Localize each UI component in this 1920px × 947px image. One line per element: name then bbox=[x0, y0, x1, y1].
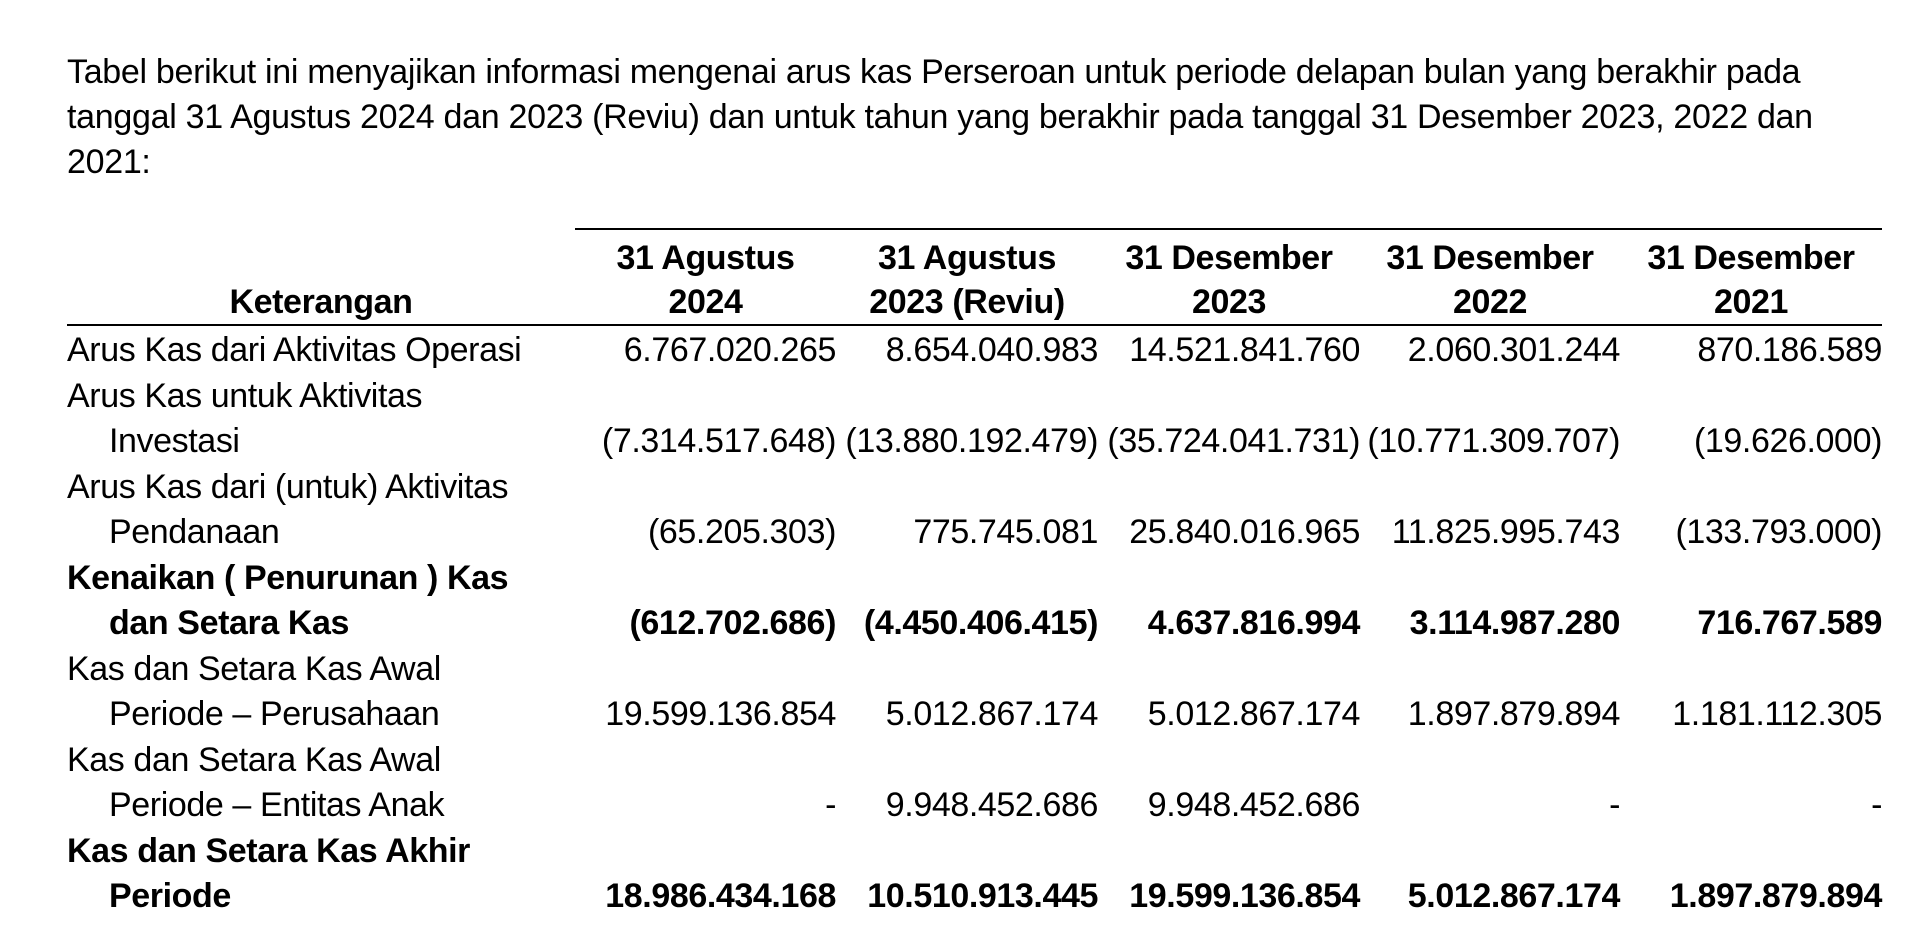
cell-value: (19.626.000) bbox=[1693, 422, 1882, 460]
cell-value: 11.825.995.743 bbox=[1391, 513, 1620, 551]
cell-value: (13.880.192.479) bbox=[845, 422, 1098, 460]
table-row-operating bbox=[67, 325, 1882, 374]
cell-value: 5.012.867.174 bbox=[1147, 695, 1360, 733]
cell-value: 4.637.816.994 bbox=[1147, 604, 1360, 642]
cell-value: (10.771.309.707) bbox=[1367, 422, 1620, 460]
header-col-2-line2: 2023 (Reviu) bbox=[869, 283, 1065, 321]
header-col-1-line2: 2024 bbox=[668, 283, 743, 321]
row-label-line1: Kas dan Setara Kas Awal bbox=[67, 740, 441, 779]
cell-value: 2.060.301.244 bbox=[1407, 331, 1620, 369]
header-col-4 bbox=[1360, 229, 1620, 325]
row-label bbox=[67, 647, 575, 738]
row-label-line2: Investasi bbox=[109, 422, 240, 460]
row-label-line1: Arus Kas dari Aktivitas Operasi bbox=[67, 331, 522, 369]
table-row-net-change bbox=[67, 556, 1882, 647]
cell-value: 19.599.136.854 bbox=[605, 695, 836, 733]
row-label bbox=[67, 325, 575, 374]
row-label bbox=[67, 465, 575, 556]
header-keterangan: Keterangan bbox=[67, 229, 575, 325]
header-col-5 bbox=[1620, 229, 1882, 325]
row-label bbox=[67, 556, 575, 647]
row-label-line2: Periode bbox=[109, 877, 231, 915]
header-col-5-line2: 2021 bbox=[1713, 283, 1789, 321]
header-col-1 bbox=[575, 229, 836, 325]
row-label bbox=[67, 738, 575, 829]
row-label-line2: Pendanaan bbox=[109, 513, 280, 551]
table-header-row bbox=[67, 229, 1882, 325]
cell-value: 1.897.879.894 bbox=[1669, 877, 1882, 915]
intro-paragraph: Tabel berikut ini menyajikan informasi mengenai arus kas Perseroan untuk periode delapan bulan yang berakhir pada tanggal 31 Agustus 2024 dan 2023 (Reviu) dan untuk tahun yang berakhir pada tanggal 31 Desember 2023, 2022 dan 2021: bbox=[67, 53, 1813, 181]
cell-value: 775.745.081 bbox=[913, 513, 1098, 551]
table-row-financing bbox=[67, 465, 1882, 556]
cell-value: 9.948.452.686 bbox=[1147, 786, 1360, 824]
cell-value: 5.012.867.174 bbox=[1407, 877, 1620, 915]
table-row-closing bbox=[67, 829, 1882, 920]
cell-value: 18.986.434.168 bbox=[605, 877, 836, 915]
cell-value: (4.450.406.415) bbox=[863, 604, 1098, 642]
cell-value: 6.767.020.265 bbox=[623, 331, 836, 369]
row-label-line1: Arus Kas untuk Aktivitas bbox=[67, 376, 423, 415]
table-row-opening-subsidiary bbox=[67, 738, 1882, 829]
cell-value: (7.314.517.648) bbox=[601, 422, 836, 460]
cell-value: (133.793.000) bbox=[1675, 513, 1882, 551]
table-row-investing bbox=[67, 374, 1882, 465]
cell-value: 3.114.987.280 bbox=[1409, 604, 1620, 642]
cell-value: (35.724.041.731) bbox=[1107, 422, 1360, 460]
cell-value: - bbox=[1609, 786, 1620, 824]
row-label-line2: Periode – Perusahaan bbox=[109, 695, 440, 733]
row-label bbox=[67, 829, 575, 920]
cell-value: 19.599.136.854 bbox=[1129, 877, 1360, 915]
header-col-4-line1: 31 Desember bbox=[1386, 239, 1594, 277]
header-col-2 bbox=[836, 229, 1098, 325]
row-label-line2: Periode – Entitas Anak bbox=[109, 786, 445, 824]
row-label-line1: Kas dan Setara Kas Awal bbox=[67, 649, 441, 688]
cell-value: 8.654.040.983 bbox=[885, 331, 1098, 369]
header-col-1-line1: 31 Agustus bbox=[616, 239, 795, 277]
header-col-3 bbox=[1098, 229, 1360, 325]
row-label-line1: Arus Kas dari (untuk) Aktivitas bbox=[67, 467, 509, 506]
cell-value: - bbox=[825, 786, 836, 824]
header-col-2-line1: 31 Agustus bbox=[877, 239, 1056, 277]
row-label bbox=[67, 374, 575, 465]
cell-value: (65.205.303) bbox=[647, 513, 836, 551]
cash-flow-table bbox=[67, 228, 1882, 920]
header-col-3-line2: 2023 bbox=[1191, 283, 1267, 321]
header-col-3-line1: 31 Desember bbox=[1125, 239, 1333, 277]
header-col-5-line1: 31 Desember bbox=[1647, 239, 1855, 277]
cell-value: (612.702.686) bbox=[629, 604, 836, 642]
cell-value: 1.181.112.305 bbox=[1672, 695, 1882, 733]
cell-value: 14.521.841.760 bbox=[1129, 331, 1360, 369]
cell-value: 1.897.879.894 bbox=[1407, 695, 1620, 733]
header-col-4-line2: 2022 bbox=[1452, 283, 1528, 321]
cell-value: 870.186.589 bbox=[1697, 331, 1882, 369]
table-row-opening-company bbox=[67, 647, 1882, 738]
cell-value: 9.948.452.686 bbox=[885, 786, 1098, 824]
cell-value: 10.510.913.445 bbox=[867, 877, 1098, 915]
row-label-line1: Kas dan Setara Kas Akhir bbox=[67, 831, 470, 870]
cell-value: 716.767.589 bbox=[1697, 604, 1882, 642]
cell-value: - bbox=[1871, 786, 1882, 824]
cell-value: 25.840.016.965 bbox=[1129, 513, 1360, 551]
cell-value: 5.012.867.174 bbox=[885, 695, 1098, 733]
row-label-line2: dan Setara Kas bbox=[109, 604, 350, 642]
row-label-line1: Kenaikan ( Penurunan ) Kas bbox=[67, 558, 509, 597]
